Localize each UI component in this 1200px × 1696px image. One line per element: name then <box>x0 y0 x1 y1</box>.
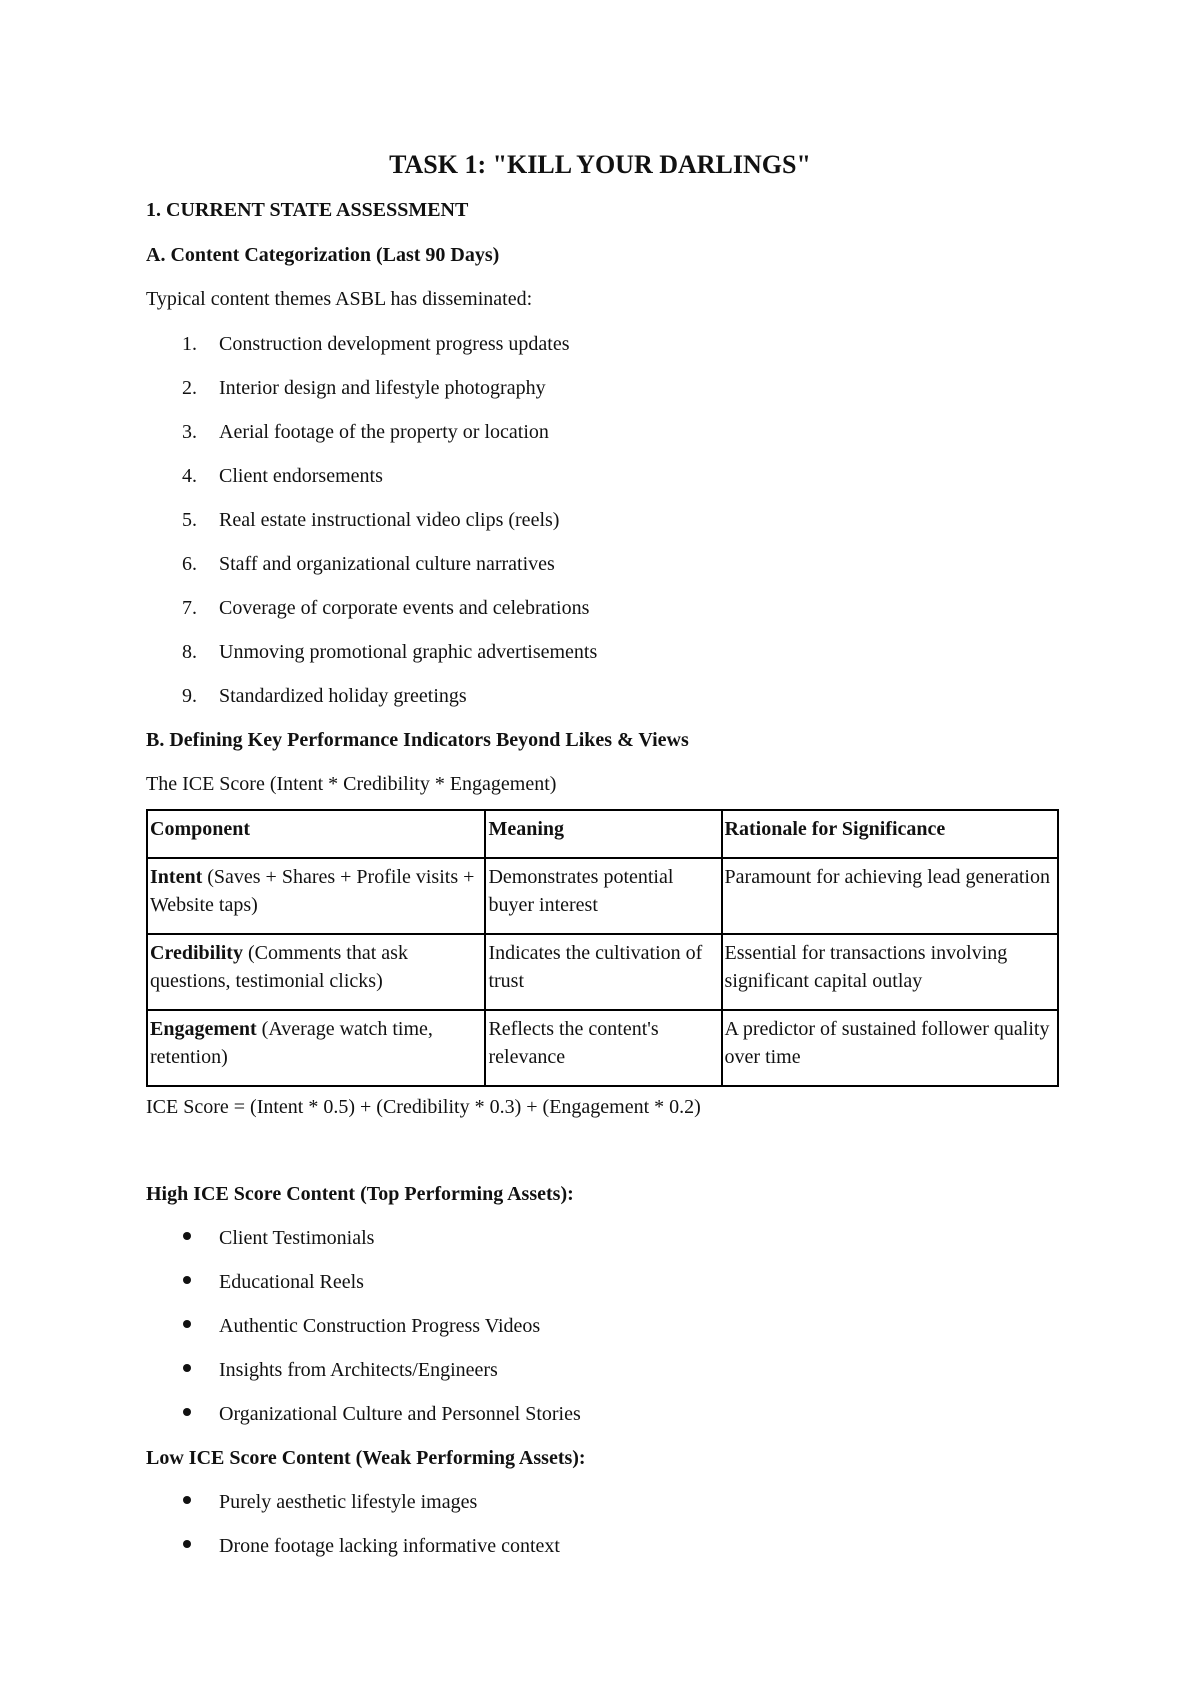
list-number: 4. <box>182 465 197 487</box>
list-item-text: Construction development progress updates <box>219 333 570 355</box>
table-cell-component <box>147 1010 485 1086</box>
list-item-text: Coverage of corporate events and celebrations <box>219 597 590 619</box>
list-item-text: Unmoving promotional graphic advertisements <box>219 641 598 663</box>
table-cell-rationale: Essential for transactions involving significant capital outlay <box>722 934 1058 1010</box>
list-number: 7. <box>182 597 197 619</box>
table-row <box>147 1010 1058 1086</box>
high-ice-heading: High ICE Score Content (Top Performing Assets): <box>146 1183 574 1205</box>
table-cell-rationale: Paramount for achieving lead generation <box>722 858 1058 934</box>
bullet-icon <box>183 1276 191 1284</box>
bullet-icon <box>183 1364 191 1372</box>
subsection-heading-kpis: B. Defining Key Performance Indicators Beyond Likes & Views <box>146 729 689 751</box>
table-cell-component <box>147 934 485 1010</box>
component-name: Credibility <box>150 942 243 964</box>
component-detail: (Saves + Shares + Profile visits + Website taps) <box>150 866 475 916</box>
low-ice-heading: Low ICE Score Content (Weak Performing Assets): <box>146 1447 586 1469</box>
component-detail: (Comments that ask questions, testimonial clicks) <box>150 942 408 992</box>
table-row <box>147 858 1058 934</box>
bullet-icon <box>183 1496 191 1504</box>
bullet-icon <box>183 1540 191 1548</box>
section-heading-current-state: 1. CURRENT STATE ASSESSMENT <box>146 199 469 221</box>
content-themes-intro: Typical content themes ASBL has disseminated: <box>146 288 533 310</box>
table-cell-rationale: A predictor of sustained follower quality over time <box>722 1010 1058 1086</box>
list-item-text: Purely aesthetic lifestyle images <box>219 1491 478 1513</box>
list-item-text: Client endorsements <box>219 465 383 487</box>
component-name: Intent <box>150 866 203 888</box>
component-detail: (Average watch time, retention) <box>150 1018 433 1068</box>
list-item-text: Aerial footage of the property or location <box>219 421 549 443</box>
subsection-heading-content-categorization: A. Content Categorization (Last 90 Days) <box>146 244 500 266</box>
list-number: 2. <box>182 377 197 399</box>
component-name: Engagement <box>150 1018 257 1040</box>
list-number: 5. <box>182 509 197 531</box>
list-item-text: Real estate instructional video clips (reels) <box>219 509 560 531</box>
ice-score-table <box>146 809 1059 1087</box>
list-item-text: Client Testimonials <box>219 1227 375 1249</box>
table-cell-component <box>147 858 485 934</box>
table-cell-meaning: Demonstrates potential buyer interest <box>485 858 721 934</box>
list-item-text: Educational Reels <box>219 1271 364 1293</box>
list-number: 8. <box>182 641 197 663</box>
table-cell-meaning: Indicates the cultivation of trust <box>485 934 721 1010</box>
list-number: 6. <box>182 553 197 575</box>
ice-score-intro: The ICE Score (Intent * Credibility * Engagement) <box>146 773 557 795</box>
ice-score-formula: ICE Score = (Intent * 0.5) + (Credibility * 0.3) + (Engagement * 0.2) <box>146 1096 701 1118</box>
table-header-cell: Component <box>147 810 485 858</box>
list-number: 1. <box>182 333 197 355</box>
bullet-icon <box>183 1232 191 1240</box>
bullet-icon <box>183 1320 191 1328</box>
table-cell-meaning: Reflects the content's relevance <box>485 1010 721 1086</box>
list-item-text: Organizational Culture and Personnel Stories <box>219 1403 581 1425</box>
list-number: 3. <box>182 421 197 443</box>
table-header-row <box>147 810 1058 858</box>
list-item-text: Insights from Architects/Engineers <box>219 1359 498 1381</box>
bullet-icon <box>183 1408 191 1416</box>
list-item-text: Standardized holiday greetings <box>219 685 467 707</box>
list-item-text: Drone footage lacking informative context <box>219 1535 560 1557</box>
table-header-cell: Meaning <box>485 810 721 858</box>
list-number: 9. <box>182 685 197 707</box>
table-row <box>147 934 1058 1010</box>
list-item-text: Staff and organizational culture narratives <box>219 553 555 575</box>
list-item-text: Interior design and lifestyle photography <box>219 377 546 399</box>
page-title: TASK 1: "KILL YOUR DARLINGS" <box>389 150 811 179</box>
table-header-cell: Rationale for Significance <box>722 810 1058 858</box>
list-item-text: Authentic Construction Progress Videos <box>219 1315 541 1337</box>
